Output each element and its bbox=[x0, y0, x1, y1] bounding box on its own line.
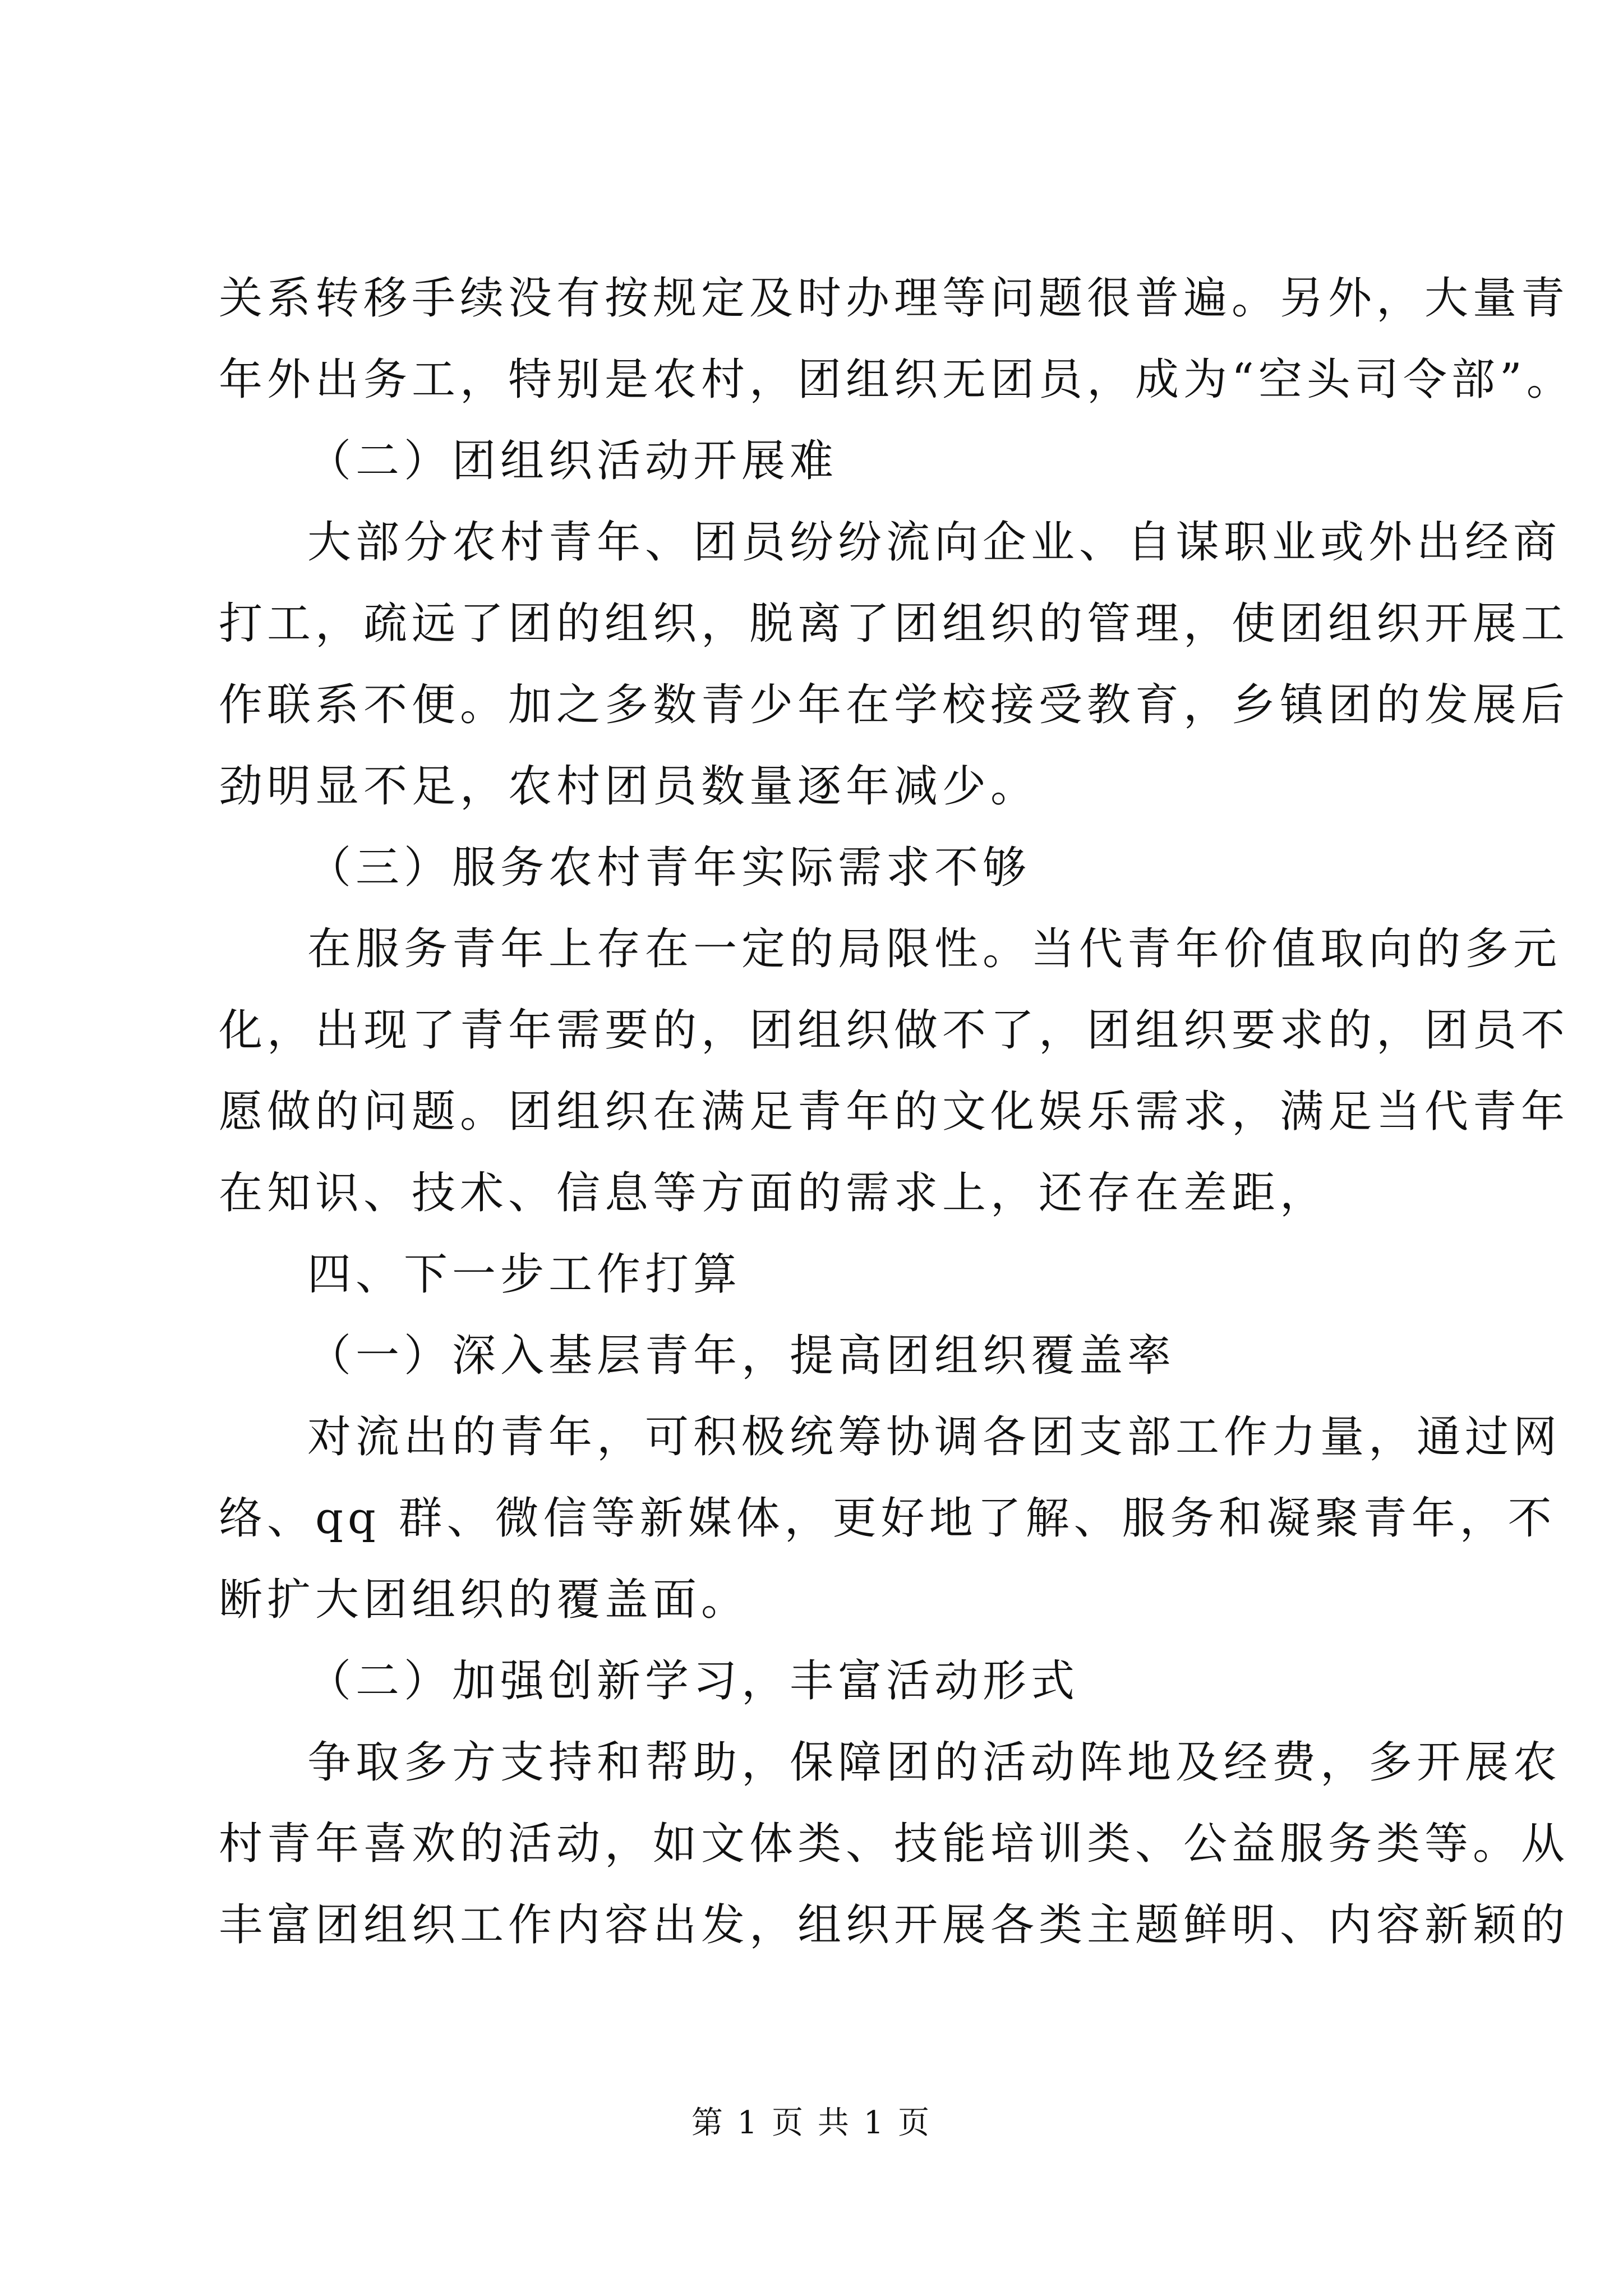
body-line: 关系转移手续没有按规定及时办理等问题很普遍。另外，大量青 bbox=[219, 273, 1570, 324]
body-line: 对流出的青年，可积极统筹协调各团支部工作力量，通过网 bbox=[307, 1412, 1562, 1462]
body-line: 村青年喜欢的活动，如文体类、技能培训类、公益服务类等。从 bbox=[219, 1819, 1570, 1869]
document-body bbox=[219, 258, 1575, 1966]
chapter-heading: 四、下一步工作打算 bbox=[307, 1249, 742, 1300]
page-footer: 第 1 页 共 1 页 bbox=[691, 2105, 932, 2141]
body-line: 打工，疏远了团的组织，脱离了团组织的管理，使团组织开展工 bbox=[219, 599, 1570, 649]
body-line: 丰富团组织工作内容出发，组织开展各类主题鲜明、内容新颖的 bbox=[219, 1900, 1570, 1950]
body-line: 争取多方支持和帮助，保障团的活动阵地及经费，多开展农 bbox=[307, 1737, 1562, 1788]
section-heading: （三）服务农村青年实际需求不够 bbox=[307, 843, 1031, 893]
body-line: 劲明显不足，农村团员数量逐年减少。 bbox=[219, 761, 1039, 812]
body-line: 在知识、技术、信息等方面的需求上，还存在差距， bbox=[219, 1168, 1329, 1218]
section-heading: （一）深入基层青年，提高团组织覆盖率 bbox=[307, 1331, 1176, 1381]
body-line: 愿做的问题。团组织在满足青年的文化娱乐需求，满足当代青年 bbox=[219, 1087, 1570, 1137]
body-line: 络、qq 群、微信等新媒体，更好地了解、服务和凝聚青年，不 bbox=[219, 1493, 1556, 1544]
section-heading: （二）加强创新学习，丰富活动形式 bbox=[307, 1656, 1080, 1706]
body-line: 作联系不便。加之多数青少年在学校接受教育，乡镇团的发展后 bbox=[219, 680, 1570, 730]
body-line: 断扩大团组织的覆盖面。 bbox=[219, 1575, 750, 1625]
body-line: 化，出现了青年需要的，团组织做不了，团组织要求的，团员不 bbox=[219, 1005, 1570, 1056]
body-line: 年外出务工，特别是农村，团组织无团员，成为“空头司令部”。 bbox=[219, 355, 1575, 405]
body-line: 大部分农村青年、团员纷纷流向企业、自谋职业或外出经商 bbox=[307, 517, 1562, 568]
section-heading: （二）团组织活动开展难 bbox=[307, 436, 838, 486]
body-line: 在服务青年上存在一定的局限性。当代青年价值取向的多元 bbox=[307, 924, 1562, 974]
